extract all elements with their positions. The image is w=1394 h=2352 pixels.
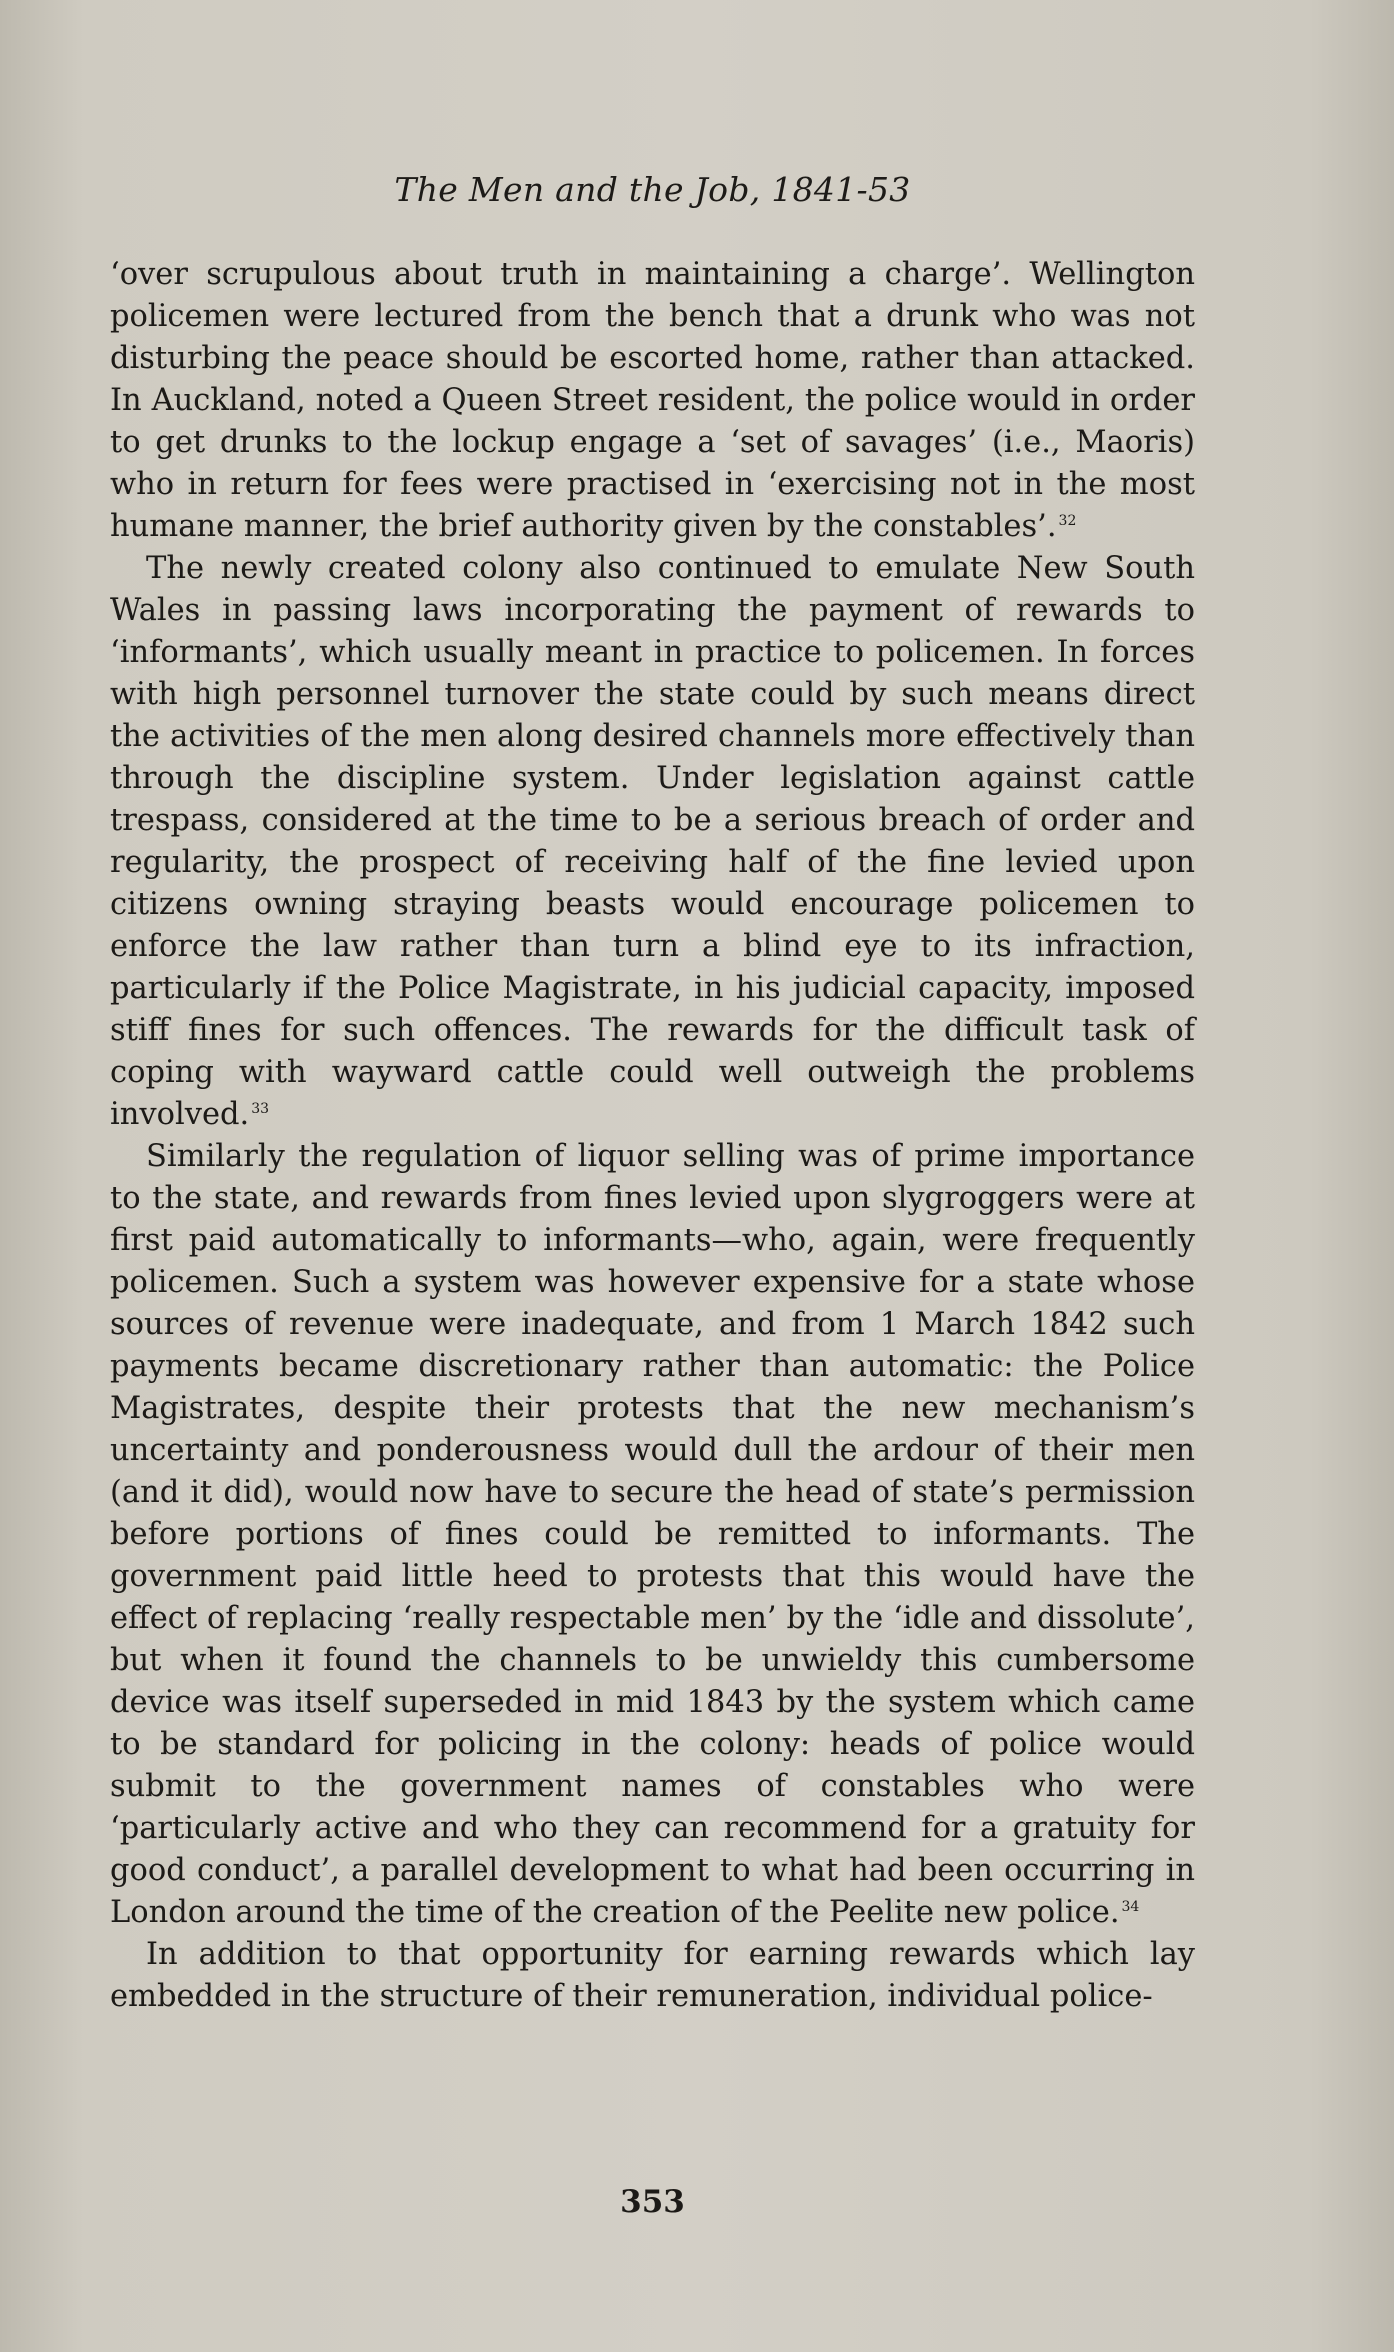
paragraph-text: ‘over scrupulous about truth in maintaining a charge’. Wellington policemen were lectured from the bench that a drunk who was not disturbing the peace should be escorted home, rather than attacked. In Auckland, noted a Queen Street resident, the police would in order to get drunks to the lockup engage a ‘set of savages’ (i.e., Maoris) who in return for fees were practised in ‘exercising not in the most humane manner, the brief authority given by the constables’. xyxy=(110,257,1195,544)
paragraph-text: Similarly the regulation of liquor selling was of prime importance to the state, and rewards from fines levied upon slygroggers were at first paid automatically to informants—who, again, were frequently policemen. Such a system was however expensive for a state whose sources of revenue were inadequate, and from 1 March 1842 such payments became discretionary rather than automatic: the Police Magistrates, despite their protests that the new mechanism’s uncertainty and ponderousness would dull the ardour of their men (and it did), would now have to secure the head of state’s permission before portions of fines could be remitted to informants. The government paid little heed to protests that this would have the effect of replacing ‘really respectable men’ by the ‘idle and dissolute’, but when it found the channels to be unwieldy this cumbersome device was itself superseded in mid 1843 by the system which came to be standard for policing in the colony: heads of police would submit to the government names of constables who were ‘particularly active and who they can recommend for a gratuity for good conduct’, a parallel development to what had been occurring in London around the time of the creation of the Peelite new police. xyxy=(110,1139,1195,1930)
body-text xyxy=(110,254,1195,2018)
paragraph-text: The newly created colony also continued to emulate New South Wales in passing laws incorporating the payment of rewards to ‘informants’, which usually meant in practice to policemen. In forces with high personnel turnover the state could by such means direct the activities of the men along desired channels more effectively than through the discipline system. Under legislation against cattle trespass, considered at the time to be a serious breach of order and regularity, the prospect of receiving half of the fine levied upon citizens owning straying beasts would encourage policemen to enforce the law rather than turn a blind eye to its infraction, particularly if the Police Magistrate, in his judicial capacity, imposed stiff fines for such offences. The rewards for the difficult task of coping with wayward cattle could well outweigh the problems involved. xyxy=(110,551,1195,1132)
paragraph xyxy=(110,1934,1195,2018)
footnote-marker: 34 xyxy=(1121,1898,1140,1915)
paragraph xyxy=(110,1136,1195,1934)
footnote-marker: 33 xyxy=(251,1100,270,1117)
page-number: 353 xyxy=(620,2184,685,2220)
paragraph xyxy=(110,548,1195,1136)
paragraph xyxy=(110,254,1195,548)
running-head: The Men and the Job, 1841-53 xyxy=(394,170,911,209)
paragraph-text: In addition to that opportunity for earning rewards which lay embedded in the structure of their remuneration, individual police- xyxy=(110,1937,1195,2014)
footnote-marker: 32 xyxy=(1058,512,1077,529)
